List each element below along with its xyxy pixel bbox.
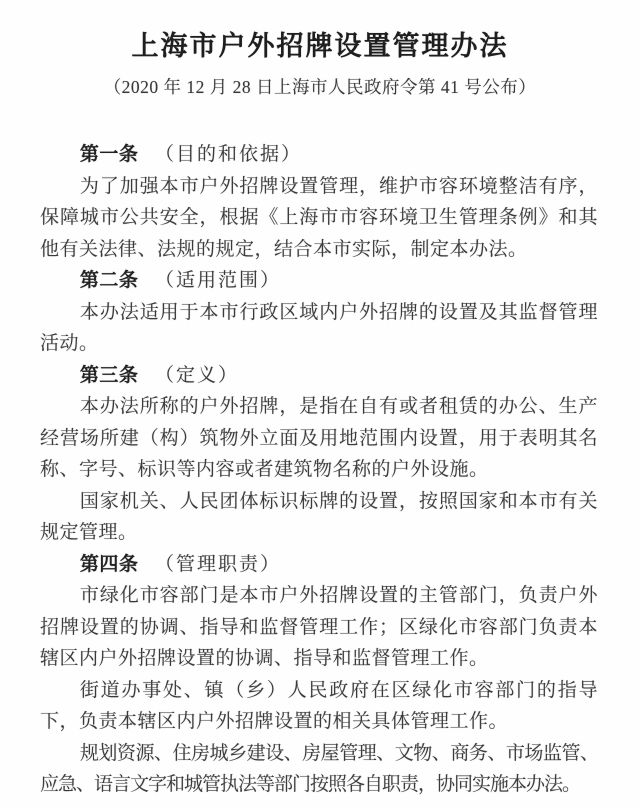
article-number: 第三条 (79, 364, 139, 386)
article-paragraph: 为了加强本市户外招牌设置管理，维护市容环境整洁有序，保障城市公共安全，根据《上海市市容环境卫生管理条例》和其他有关法律、法规的规定，结合本市实际，制定本办法。 (40, 175, 598, 260)
document-title: 上海市户外招牌设置管理办法 (131, 31, 509, 61)
article-paragraph: 市绿化市容部门是本市户外招牌设置的主管部门，负责户外招牌设置的协调、指导和监督管理工作；区绿化市容部门负责本辖区内户外招牌设置的协调、指导和监督管理工作。 (40, 585, 598, 669)
article-paragraph: 国家机关、人民团体标识标牌的设置，按照国家和本市有关规定管理。 (40, 490, 598, 543)
article-number: 第一条 (79, 144, 139, 165)
article-1 (40, 139, 598, 265)
article-number: 第四条 (79, 553, 139, 575)
article-heading (40, 139, 598, 171)
article-topic: （适用范围） (155, 270, 282, 291)
article-topic: （管理职责） (155, 553, 282, 575)
article-4 (40, 549, 598, 801)
article-3 (40, 360, 598, 549)
document-body (40, 139, 598, 801)
article-2 (40, 265, 598, 360)
article-heading (40, 549, 598, 581)
article-topic: （定义） (155, 364, 240, 386)
article-heading (40, 265, 598, 297)
article-paragraph: 本办法适用于本市行政区域内户外招牌的设置及其监督管理活动。 (40, 301, 598, 354)
article-paragraph: 街道办事处、镇（乡）人民政府在区绿化市容部门的指导下，负责本辖区内户外招牌设置的相关具体管理工作。 (40, 679, 598, 732)
article-paragraph: 本办法所称的户外招牌，是指在自有或者租赁的办公、生产经营场所建（构）筑物外立面及用地范围内设置，用于表明其名称、字号、标识等内容或者建筑物名称的户外设施。 (40, 396, 598, 480)
article-topic: （目的和依据） (155, 144, 303, 165)
document-subtitle: （2020 年 12 月 28 日上海市人民政府令第 41 号公布） (103, 77, 537, 97)
article-paragraph: 规划资源、住房城乡建设、房屋管理、文物、商务、市场监管、应急、语言文字和城管执法等部门按照各自职责，协同实施本办法。 (40, 742, 598, 795)
article-number: 第二条 (79, 270, 139, 291)
article-heading (40, 360, 598, 392)
